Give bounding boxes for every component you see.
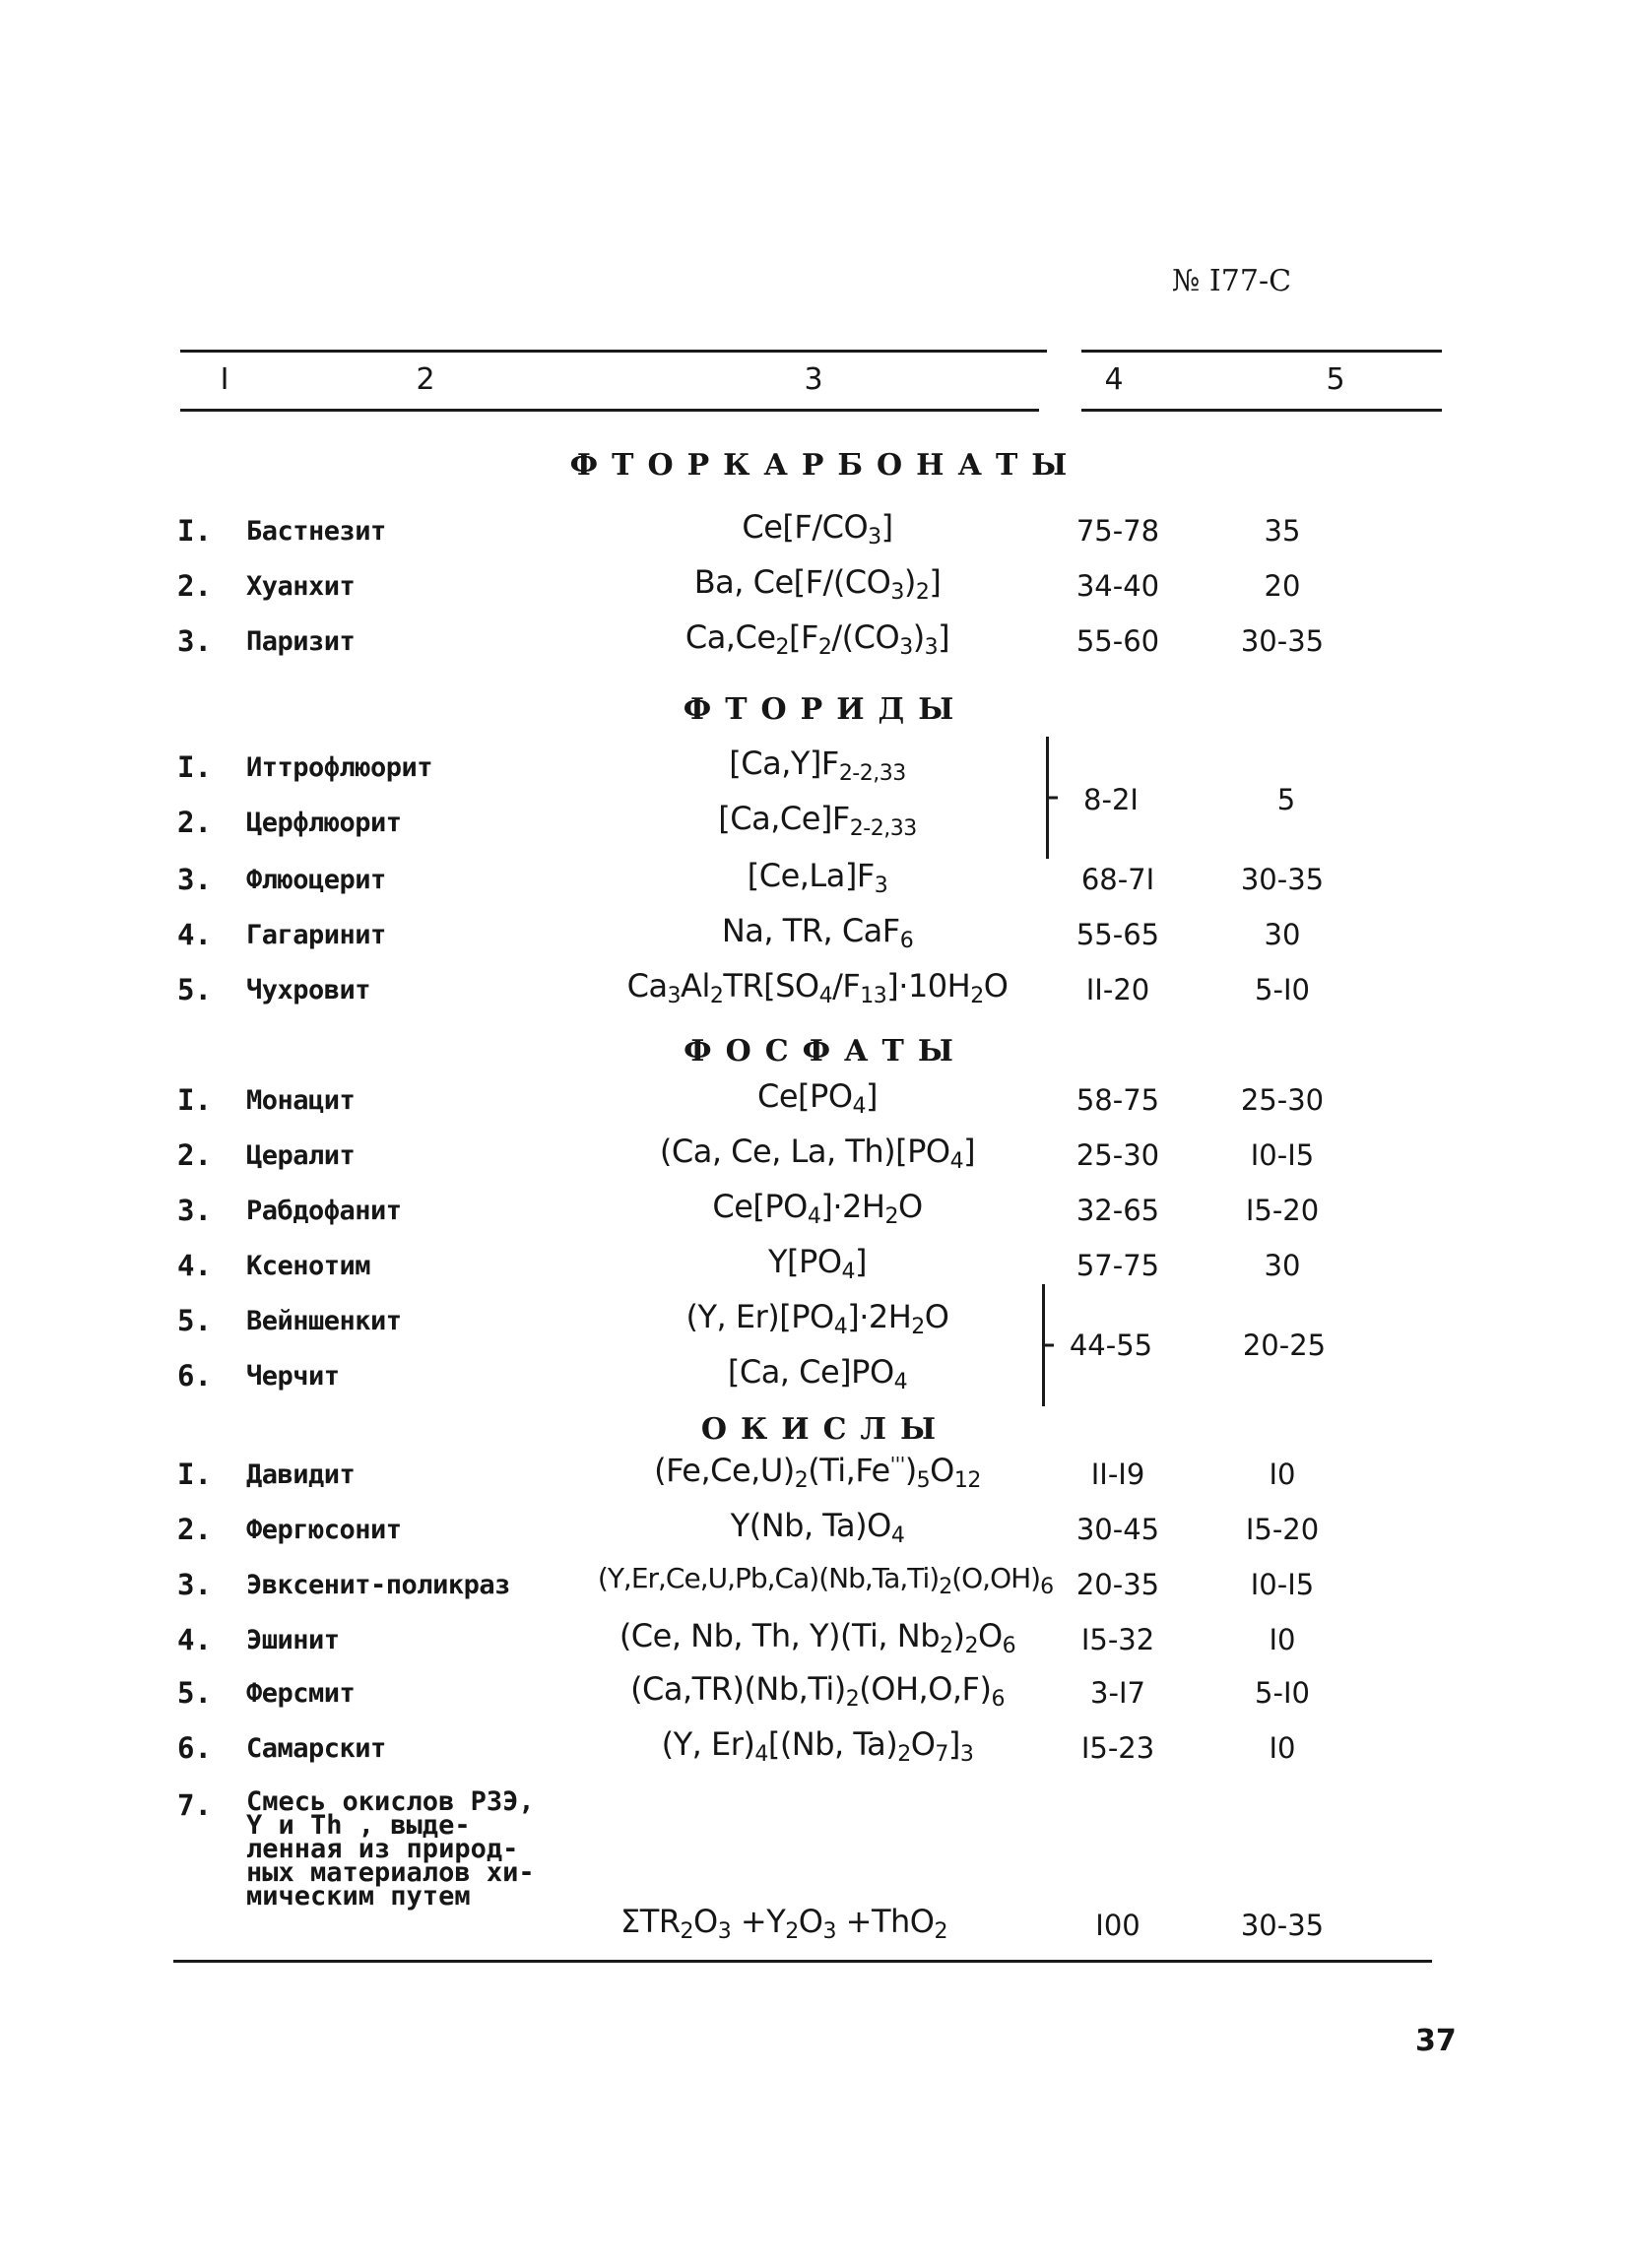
column-5-value: 35 [1264,514,1301,548]
mineral-name: Вейншенкит [246,1306,402,1336]
row-number: 3. [177,1568,212,1601]
chemical-formula: $(Y,Er,Ce,U,Pb,Ca)(Nb,Ta,Ti)_2(O,OH)_6$ [597,1562,1054,1599]
row-number: 5. [177,1676,212,1710]
mineral-name: Чухровит [246,975,371,1005]
page-number: 37 [1415,2024,1457,2058]
column-5-value: 5-I0 [1255,1676,1310,1710]
column-5-value: I0-I5 [1250,1568,1315,1601]
row-number: 7. [177,1788,212,1822]
chemical-formula: (Y, $Er)[PO_4]\cdot 2H_2O$ [685,1298,949,1339]
mineral-name: Самарскит [246,1733,386,1764]
name-line: ленная из природ- [246,1834,519,1864]
header-top-rule-left [180,350,1047,353]
name-line: ных материалов хи- [246,1857,535,1888]
chemical-formula: $[Ca,Ce]F_{2-2,33}$ [718,800,917,841]
mineral-name: Бастнезит [246,516,386,547]
table-row [0,618,1629,680]
document-number: № I77-С [1172,264,1292,298]
chemical-formula: Na, TR, CaF$_6$ [721,912,914,953]
column-5-value: I5-20 [1245,1194,1320,1227]
chemical-formula: (Ce, Nb, Th, Y)(Ti, $Nb_2)_2O_6$ [619,1617,1016,1658]
row-number: 5. [177,1304,212,1337]
column-4-value: 55-60 [1075,624,1160,658]
row-number: 2. [177,1513,212,1546]
column-5-value: 30 [1264,918,1301,951]
column-5-value: 30-35 [1240,1909,1325,1942]
table-row [0,1507,1629,1568]
section-title-fluorocarbonates: ФТОРКАРБОНАТЫ [569,448,1081,483]
row-number: 5. [177,973,212,1006]
mineral-name: Цералит [246,1140,356,1171]
table-row [0,1243,1629,1304]
merged-column-4-value: 44-55 [1069,1328,1153,1362]
section-title-oxides: ОКИСЛЫ [700,1412,950,1447]
column-4-value: I00 [1095,1909,1140,1942]
mineral-name: Флюоцерит [246,865,386,895]
chemical-formula: $Ca,Ce_2[F_2/(CO_3)_3]$ [684,618,950,660]
chemical-formula: [Ca, $Ce]PO_4$ [727,1353,908,1394]
mineral-name: Ксенотим [246,1251,371,1281]
chemical-formula: $(Fe,Ce,U)_2(Ti,Fe''')_5O_{12}$ [654,1452,981,1493]
mineral-name: Давидит [246,1459,356,1490]
column-5-value: 30-35 [1240,624,1325,658]
column-header-3: 3 [804,362,823,397]
column-header-2: 2 [416,362,435,397]
header-bottom-rule-right [1081,409,1442,412]
table-row [0,745,1629,806]
chemical-formula: $[Ca,Y]F_{2-2,33}$ [729,745,906,786]
column-5-value: 25-30 [1240,1083,1325,1117]
mineral-name: Гагаринит [246,920,386,950]
table-row [0,1188,1629,1249]
name-line: мическим путем [246,1881,471,1912]
column-5-value: I0 [1269,1458,1296,1491]
table-bottom-rule [173,1960,1432,1963]
table-row [0,563,1629,624]
table-row [0,1353,1629,1414]
chemical-formula: (Ca, Ce, La, $Th)[PO_4]$ [659,1133,976,1174]
column-4-value: 20-35 [1075,1568,1160,1601]
section-title-fluorides: ФТОРИДЫ [683,692,968,727]
table-row [0,912,1629,973]
column-5-value: I5-20 [1245,1513,1320,1546]
chemical-formula: $Ca_3Al_2TR[SO_4/F_{13}]\cdot 10H_2O$ [626,967,1009,1008]
column-5-value: 30 [1264,1249,1301,1282]
row-number: 6. [177,1359,212,1393]
mineral-name: Иттрофлюорит [246,752,433,783]
table-row [0,857,1629,918]
chemical-formula: $Ce[F/CO_3]$ [742,508,893,550]
column-5-value: 30-35 [1240,863,1325,896]
header-bottom-rule-left [180,409,1039,412]
column-4-value: 25-30 [1075,1138,1160,1172]
row-group-brace [1042,1284,1059,1406]
row-number: I. [177,750,212,784]
row-number: 6. [177,1731,212,1765]
row-number: 3. [177,863,212,896]
column-5-value: 5-I0 [1255,973,1310,1006]
mineral-name: Эшинит [246,1625,340,1655]
column-5-value: I0 [1269,1623,1296,1656]
table-row [0,1133,1629,1194]
table-row [0,1452,1629,1513]
row-number: 3. [177,1194,212,1227]
chemical-formula: $Ce[PO_4]\cdot 2H_2O$ [712,1188,923,1229]
chemical-formula: $Ce[PO_4]$ [757,1077,878,1119]
header-top-rule-right [1081,350,1442,353]
row-number: I. [177,1083,212,1117]
table-row [0,508,1629,569]
column-4-value: I5-23 [1080,1731,1155,1765]
chemical-formula: $\Sigma TR_2O_3 +Y_2O_3 +ThO_2$ [620,1903,947,1944]
mineral-name: Монацит [246,1085,356,1116]
row-number: 4. [177,918,212,951]
table-row [0,800,1629,861]
column-4-value: 55-65 [1075,918,1160,951]
row-group-brace [1046,737,1063,859]
mineral-name: Паризит [246,626,356,657]
column-4-value: 75-78 [1075,514,1160,548]
table-row [0,1298,1629,1359]
chemical-formula: $(Ca,TR)(Nb,Ti)_2(OH,O,F)_6$ [630,1670,1005,1712]
column-4-value: 57-75 [1075,1249,1160,1282]
row-number: 2. [177,806,212,839]
mineral-name: Черчит [246,1361,340,1392]
merged-column-5-value: 20-25 [1242,1328,1327,1362]
column-4-value: II-20 [1085,973,1150,1006]
mineral-name: Хуанхит [246,571,356,602]
column-5-value: 20 [1264,569,1301,603]
mineral-name: Фергюсонит [246,1515,402,1545]
mineral-name: Ферсмит [246,1678,356,1709]
column-4-value: 68-7I [1080,863,1155,896]
mineral-name: Рабдофанит [246,1196,402,1226]
chemical-formula: Ba, $Ce[F/(CO_3)_2]$ [693,563,942,605]
row-number: 2. [177,1138,212,1172]
table-row [0,967,1629,1028]
chemical-formula: (Y, $Er)_4[(Nb$, $Ta)_2O_7]_3$ [661,1725,974,1767]
mineral-name: Эвксенит-поликраз [246,1570,510,1600]
row-number: I. [177,1458,212,1491]
chemical-formula: $Y[PO_4]$ [768,1243,867,1284]
table-row [0,1725,1629,1786]
name-line: Y и Th , выде- [246,1810,471,1841]
section-title-phosphates: ФОСФАТЫ [684,1034,967,1069]
column-5-value: I0-I5 [1250,1138,1315,1172]
mineral-name: Церфлюорит [246,808,402,838]
row-number: 4. [177,1623,212,1656]
name-line: Смесь окислов РЗЭ, [246,1786,535,1817]
table-row [0,1562,1629,1623]
row-number: 2. [177,569,212,603]
chemical-formula: $[Ce,La]F_3$ [747,857,888,898]
column-4-value: 58-75 [1075,1083,1160,1117]
column-4-value: 30-45 [1075,1513,1160,1546]
table-row [0,1077,1629,1138]
column-4-value: 34-40 [1075,569,1160,603]
column-header-5: 5 [1326,362,1345,397]
column-5-value: I0 [1269,1731,1296,1765]
row-number: 3. [177,624,212,658]
row-number: I. [177,514,212,548]
column-4-value: 3-I7 [1090,1676,1145,1710]
column-4-value: 32-65 [1075,1194,1160,1227]
column-header-4: 4 [1104,362,1124,397]
table-row-summary [0,1903,1629,1964]
column-4-value: I5-32 [1080,1623,1155,1656]
column-header-1: I [220,362,229,397]
merged-column-5-value: 5 [1276,783,1296,816]
table-row [0,1670,1629,1731]
chemical-formula: Y(Nb, $Ta)O_4$ [730,1507,905,1548]
mineral-name-multiline [246,1786,535,1912]
row-number: 4. [177,1249,212,1282]
column-4-value: II-I9 [1090,1458,1145,1491]
merged-column-4-value: 8-2I [1083,783,1139,816]
